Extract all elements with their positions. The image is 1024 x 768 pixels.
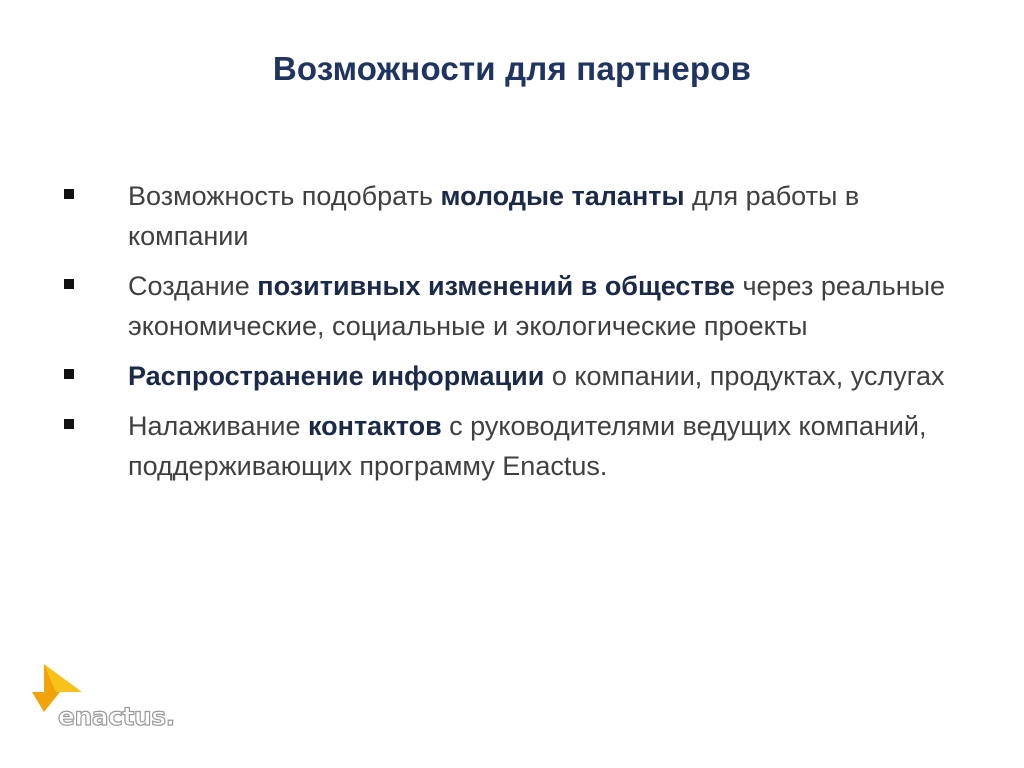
bullet-item (0, 176, 1024, 256)
bullet-text: Возможность подобрать (128, 181, 441, 211)
bullet-bold-text: Распространение информации (128, 361, 545, 391)
square-bullet-icon (64, 189, 74, 199)
square-bullet-icon (64, 279, 74, 289)
bullet-bold-text: контактов (308, 411, 442, 441)
bullet-bold-text: позитивных изменений в обществе (257, 271, 735, 301)
bullet-item (0, 406, 1024, 486)
bullet-text: Налаживание (128, 411, 308, 441)
enactus-logo (30, 662, 190, 742)
bullet-text: о компании, продуктах, услугах (544, 361, 945, 391)
bullet-text: с руководителями ведущих компаний, поддерживающих программу Enactus. (128, 411, 927, 481)
enactus-wordmark: enactus. (58, 702, 175, 731)
bullet-text: для работы в компании (128, 181, 860, 251)
bullet-item (0, 356, 1024, 396)
bullet-list (0, 176, 1024, 496)
bullet-text: через реальные экономические, социальные и экологические проекты (128, 271, 946, 341)
bullet-item (0, 266, 1024, 346)
square-bullet-icon (64, 419, 74, 429)
bullet-text: Создание (128, 271, 258, 301)
square-bullet-icon (64, 369, 74, 379)
slide-title: Возможности для партнеров (272, 50, 752, 87)
bullet-bold-text: молодые таланты (440, 181, 685, 211)
